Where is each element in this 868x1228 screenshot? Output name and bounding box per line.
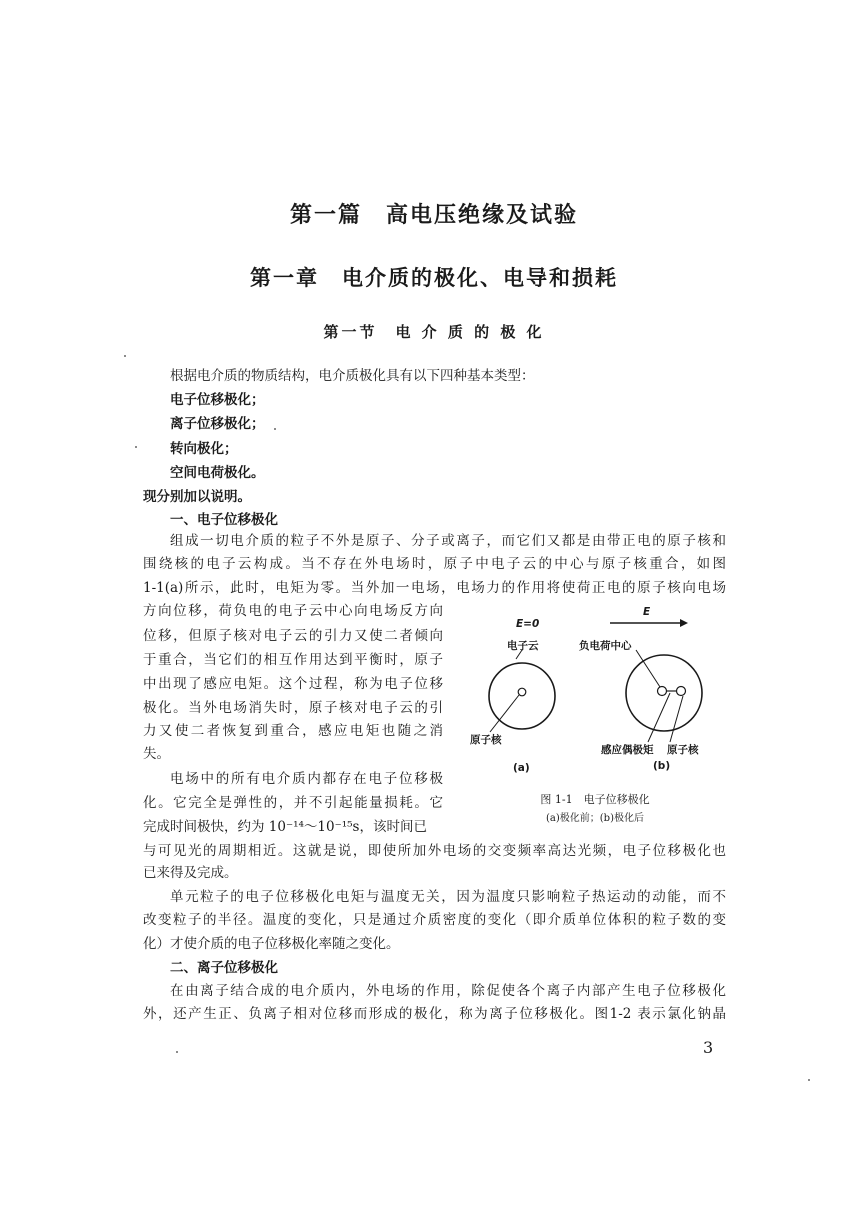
leader-induced-moment [648, 693, 670, 742]
scan-speck [124, 355, 126, 357]
nucleus-label-a: 原子核 [470, 734, 502, 746]
paragraph-line: 化）才使介质的电子位移极化率随之变化。 [143, 936, 400, 952]
scan-speck [808, 1079, 810, 1081]
part-title: 第一篇 高电压绝缘及试验 [289, 203, 578, 228]
paragraph-line: 力又使二者恢复到重合，感应电矩也随之消 [143, 723, 443, 739]
paragraph-line: 位移，但原子核对电子云的引力又使二者倾向 [143, 628, 443, 644]
nucleus-b [677, 687, 686, 696]
scan-speck [274, 428, 276, 430]
polarization-type: 空间电荷极化。 [170, 465, 265, 481]
negative-center-b [658, 687, 667, 696]
polarization-type: 离子位移极化； [170, 416, 265, 432]
subfigure-label-a: (a) [513, 762, 530, 774]
paragraph-line: 失。 [143, 746, 170, 762]
paragraph-line: 极化。当外电场消失时，原子核对电子云的引 [143, 700, 443, 716]
paragraph-line: 组成一切电介质的粒子不外是原子、分子或离子，而它们又都是由带正电的原子核和 [170, 533, 726, 549]
paragraph-line: 完成时间极快，约为 10⁻¹⁴～10⁻¹⁵s，该时间已 [143, 819, 427, 835]
paragraph-line: 1-1(a)所示，此时，电矩为零。当外加一电场，电场力的作用将使荷正电的原子核向电场 [143, 580, 726, 596]
subsection-heading: 一、电子位移极化 [170, 512, 278, 528]
negative-center-label: 负电荷中心 [579, 640, 632, 652]
paragraph-line: 围绕核的电子云构成。当不存在外电场时，原子中电子云的中心与原子核重合，如图 [143, 556, 726, 572]
scan-speck [135, 446, 137, 448]
chapter-title: 第一章 电介质的极化、电导和损耗 [250, 265, 618, 290]
subfigure-label-b: (b) [653, 760, 671, 772]
subsection-heading: 二、离子位移极化 [170, 960, 278, 976]
paragraph-line: 方向位移，荷负电的电子云中心向电场反方向 [143, 603, 443, 619]
figure-subcaption: (a)极化前；(b)极化后 [546, 813, 644, 824]
figure-caption: 图 1-1 电子位移极化 [540, 793, 650, 806]
nucleus-a [518, 688, 526, 696]
intro-closing: 现分别加以说明。 [143, 489, 251, 505]
field-label-b: E [643, 606, 651, 618]
paragraph-line: 单元粒子的电子位移极化电矩与温度无关，因为温度只影响粒子热运动的动能，而不 [170, 889, 726, 905]
intro-lead: 根据电介质的物质结构，电介质极化具有以下四种基本类型： [170, 368, 535, 384]
paragraph-line: 已来得及完成。 [143, 865, 238, 881]
paragraph-line: 化。它完全是弹性的，并不引起能量损耗。它 [143, 795, 443, 811]
paragraph-line: 外，还产生正、负离子相对位移而形成的极化，称为离子位移极化。图1-2 表示氯化钠晶 [143, 1006, 726, 1022]
paragraph-line: 与可见光的周期相近。这就是说，即使所加外电场的交变频率高达光频，电子位移极化也 [143, 843, 726, 859]
scan-speck [176, 1051, 178, 1053]
nucleus-label-b: 原子核 [667, 744, 699, 756]
electron-cloud-b [626, 655, 702, 731]
electron-cloud-label: 电子云 [507, 640, 539, 652]
paragraph-line: 在由离子结合成的电介质内，外电场的作用，除促使各个离子内部产生电子位移极化 [170, 983, 726, 999]
induced-moment-label: 感应偶极矩 [601, 744, 654, 756]
field-label-a: E=0 [516, 618, 540, 630]
page-number: 3 [703, 1038, 714, 1057]
paragraph-line: 改变粒子的半径。温度的变化，只是通过介质密度的变化（即介质单位体积的粒子数的变 [143, 912, 726, 928]
section-title: 第一节 电 介 质 的 极 化 [323, 323, 545, 341]
paragraph-line: 电场中的所有电介质内都存在电子位移极 [170, 771, 443, 787]
polarization-type: 电子位移极化； [170, 392, 265, 408]
paragraph-line: 于重合，当它们的相互作用达到平衡时，原子 [143, 652, 443, 668]
polarization-type: 转向极化； [170, 441, 238, 457]
leader-nucleus-b [670, 696, 683, 742]
paragraph-line: 中出现了感应电矩。这个过程，称为电子位移 [143, 676, 443, 692]
field-arrow-head [680, 619, 688, 627]
